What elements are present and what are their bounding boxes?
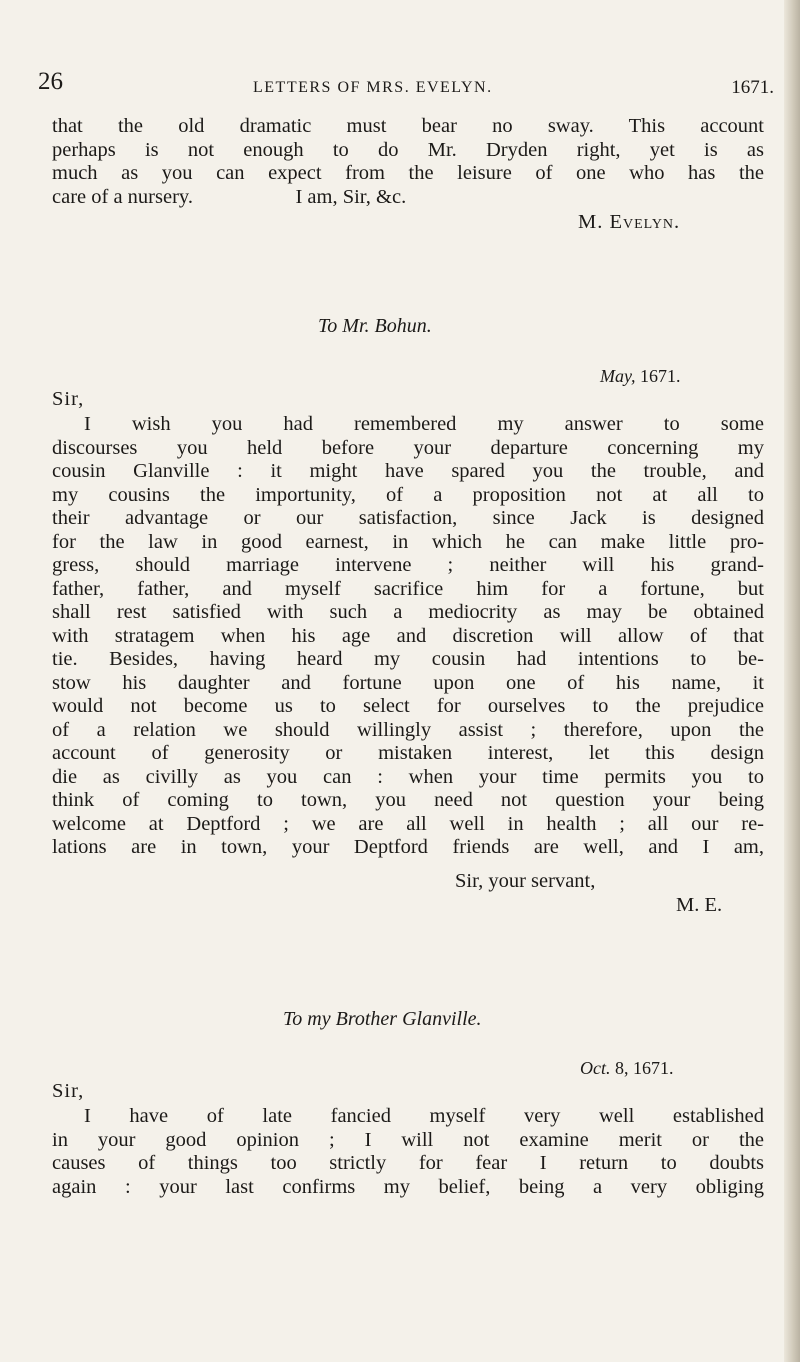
text-line: lations are in town, your Deptford friends are well, and I am, <box>52 836 764 858</box>
text-line: again : your last confirms my belief, being a very obliging <box>52 1175 764 1198</box>
date-month: May, <box>600 366 636 386</box>
running-head: LETTERS OF MRS. EVELYN. <box>253 79 493 96</box>
text-line: cousin Glanville : it might have spared you the trouble, and <box>52 460 764 482</box>
letter-date <box>580 1058 674 1079</box>
closing-line: Sir, your servant, <box>455 870 596 892</box>
date-month: Oct. <box>580 1058 611 1078</box>
page-edge <box>784 0 800 1362</box>
text-line: discourses you held before your departure concerning my <box>52 436 764 459</box>
letter-date <box>600 366 681 387</box>
signature: M. E. <box>676 894 723 916</box>
letter-heading: To my Brother Glanville. <box>283 1008 482 1030</box>
signature: M. Evelyn. <box>578 211 681 233</box>
text-line: for the law in good earnest, in which he can make little pro- <box>52 530 764 553</box>
text-line: welcome at Deptford ; we are all well in health ; all our re- <box>52 812 764 835</box>
text-line: their advantage or our satisfaction, since Jack is designed <box>52 507 764 529</box>
text-line: gress, should marriage intervene ; neither will his grand- <box>52 554 764 576</box>
text-line: shall rest satisfied with such a mediocrity as may be obtained <box>52 601 764 623</box>
text-line: much as you can expect from the leisure of one who has the <box>52 162 764 184</box>
date-rest: 8, 1671. <box>615 1058 674 1078</box>
text-line: account of generosity or mistaken interest, let this design <box>52 742 764 764</box>
opening-paragraph <box>52 115 764 209</box>
letter-body <box>52 413 764 860</box>
text-line: care of a nursery. I am, Sir, &c. <box>52 185 407 208</box>
text-line: would not become us to select for ourselves to the prejudice <box>52 695 764 717</box>
text-line: die as civilly as you can : when your time permits you to <box>52 765 764 788</box>
text-line: I have of late fancied myself very well established <box>84 1105 764 1127</box>
text-line: perhaps is not enough to do Mr. Dryden right, yet is as <box>52 138 764 161</box>
text-line: in your good opinion ; I will not examine merit or the <box>52 1128 764 1151</box>
header-year: 1671. <box>731 77 774 98</box>
text-line: causes of things too strictly for fear I return to doubts <box>52 1152 764 1174</box>
text-line: stow his daughter and fortune upon one of his name, it <box>52 671 764 694</box>
salutation: Sir, <box>52 388 85 410</box>
text-line: with stratagem when his age and discretion will allow of that <box>52 624 764 647</box>
page-number: 26 <box>38 68 63 95</box>
text-line: tie. Besides, having heard my cousin had intentions to be- <box>52 648 764 670</box>
letter-body <box>52 1105 764 1199</box>
text-line: father, father, and myself sacrifice him for a fortune, but <box>52 577 764 600</box>
date-year: 1671. <box>640 366 681 386</box>
text-line: that the old dramatic must bear no sway. This account <box>52 115 764 137</box>
letter-heading: To Mr. Bohun. <box>318 315 432 337</box>
text-line: I wish you had remembered my answer to some <box>84 413 764 435</box>
page-header <box>38 68 774 108</box>
text-line: of a relation we should willingly assist ; therefore, upon the <box>52 718 764 741</box>
text-line: my cousins the importunity, of a proposition not at all to <box>52 483 764 506</box>
text-line: think of coming to town, you need not question your being <box>52 789 764 811</box>
salutation: Sir, <box>52 1080 85 1102</box>
